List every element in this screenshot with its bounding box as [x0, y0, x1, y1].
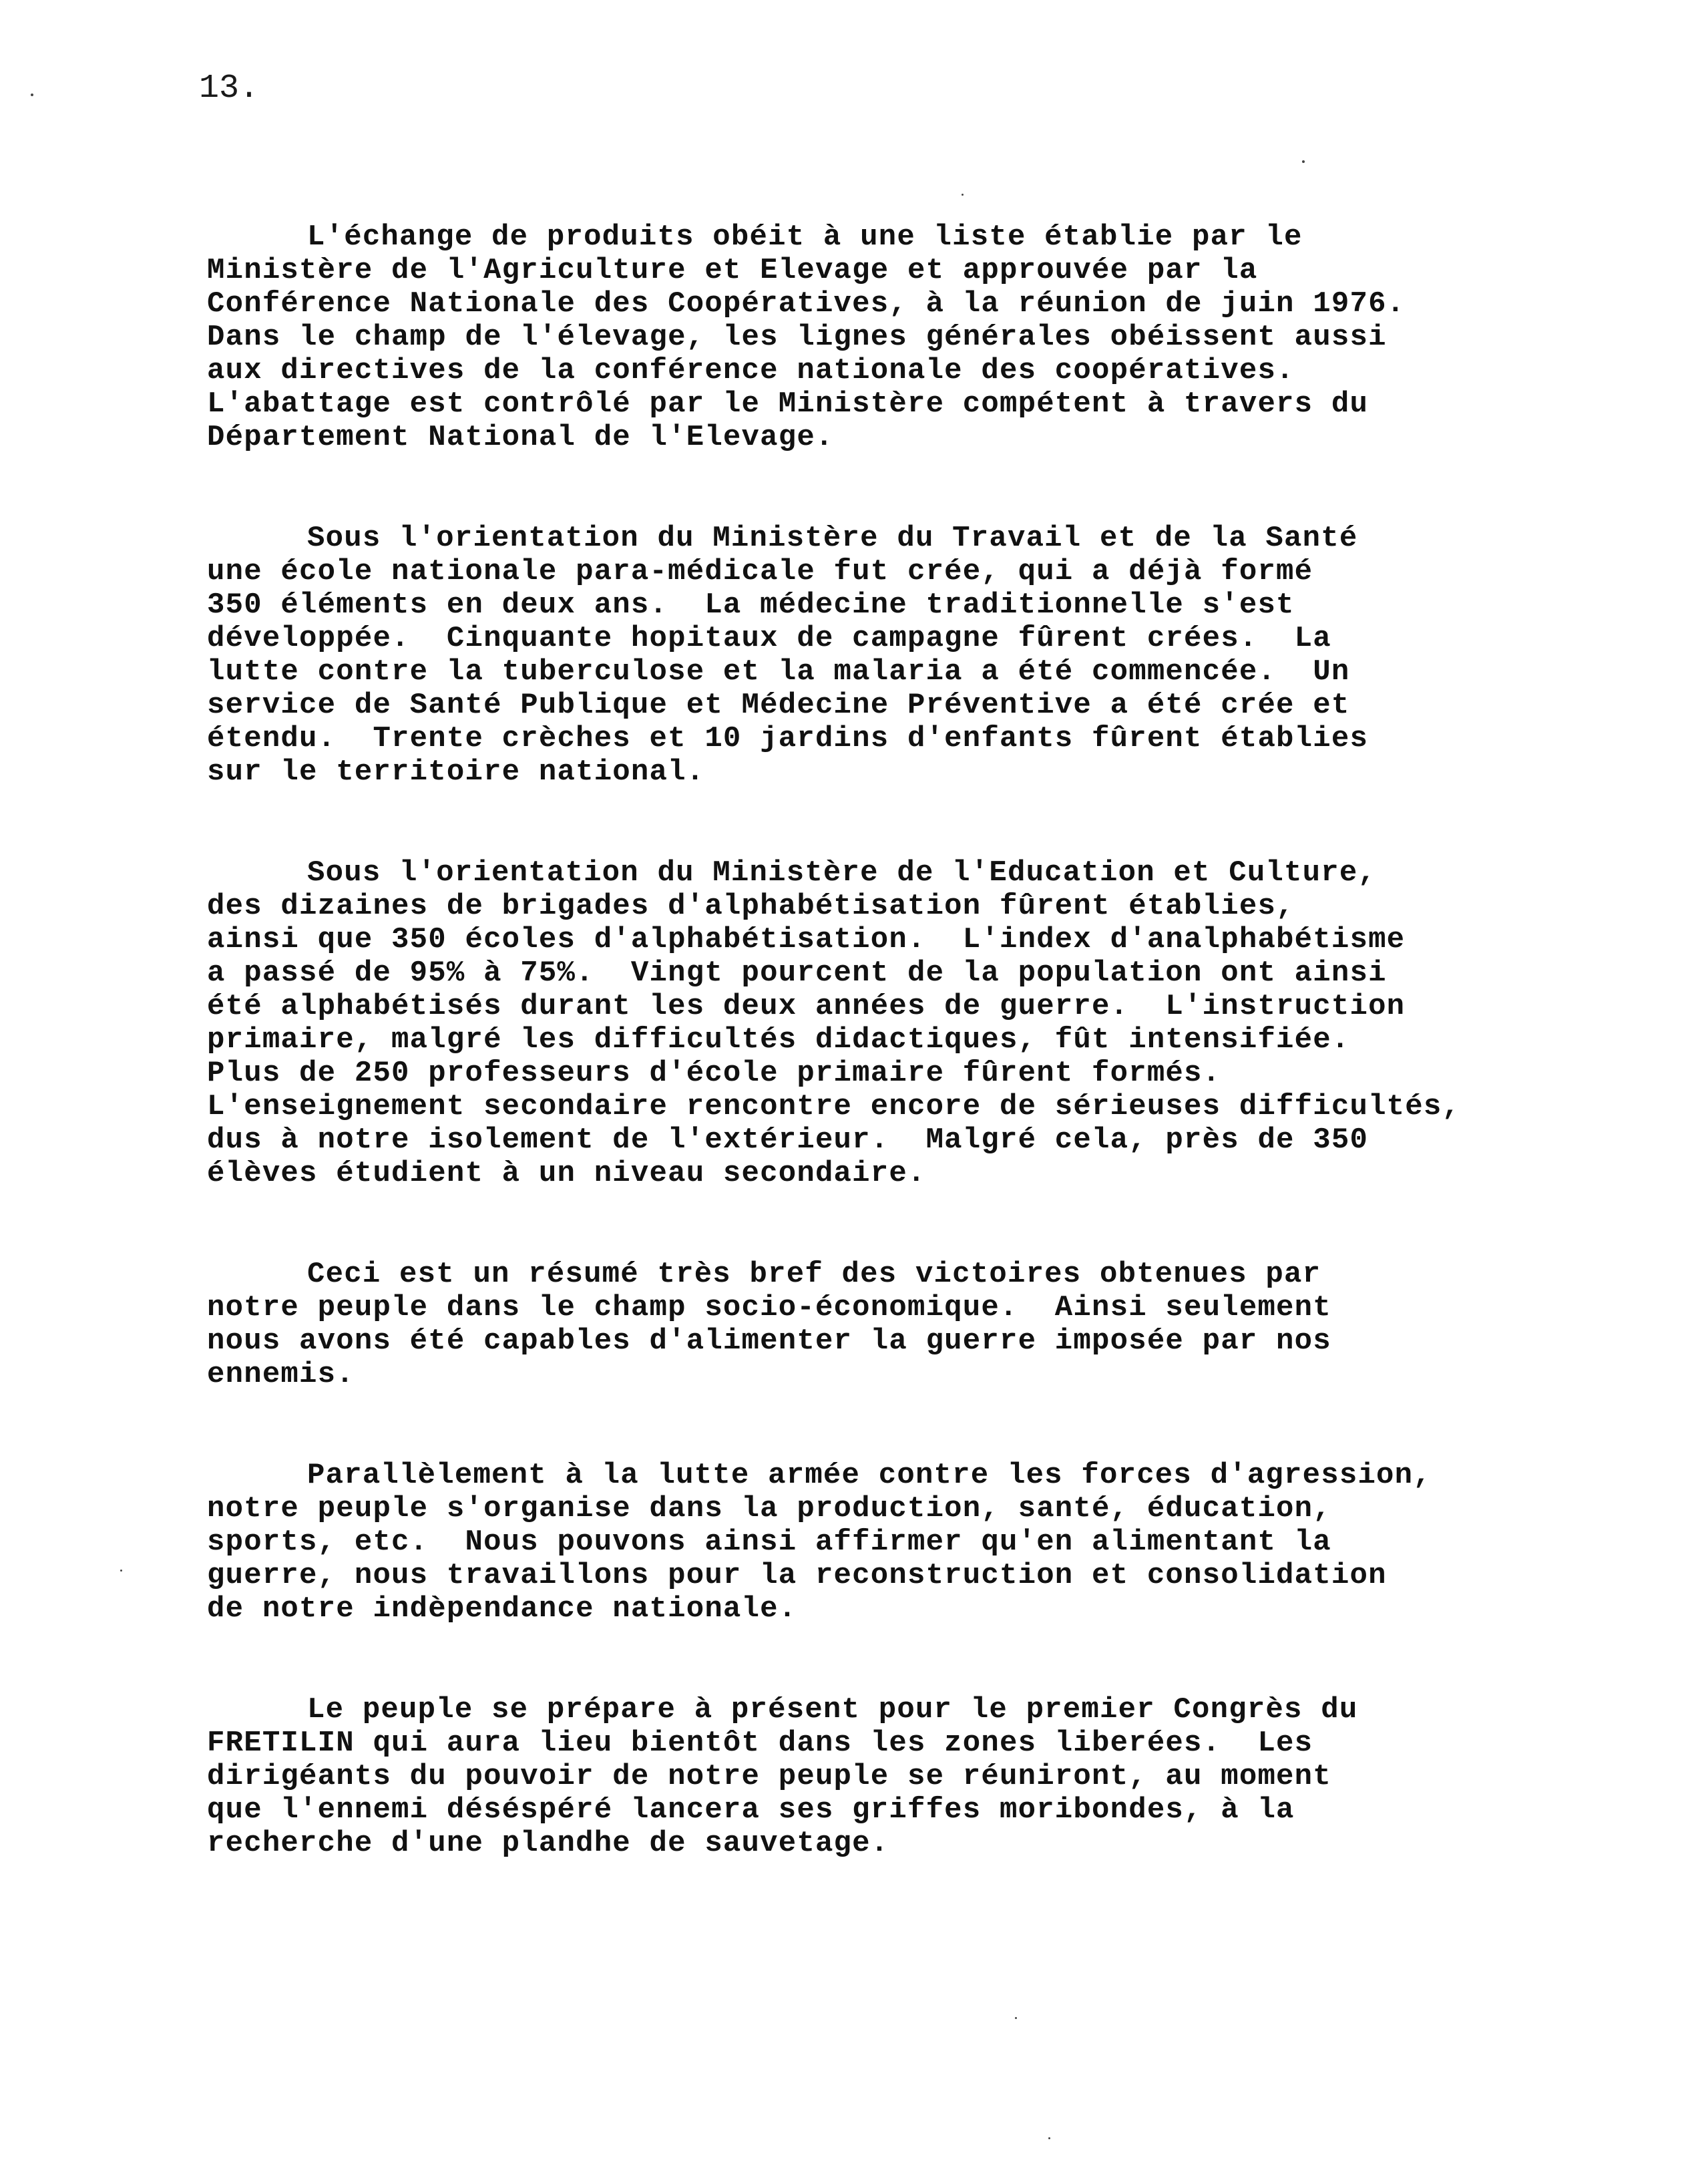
text-line: que l'ennemi déséspéré lancera ses griffes moribondes, à la — [207, 1793, 1295, 1827]
text-line: Sous l'orientation du Ministère du Travail et de la Santé — [307, 522, 1358, 555]
text-line: ennemis. — [207, 1358, 355, 1391]
text-line: Ministère de l'Agriculture et Elevage et approuvée par la — [207, 254, 1258, 287]
page-number: 13. — [199, 69, 260, 108]
text-line: Parallèlement à la lutte armée contre les forces d'agression, — [307, 1459, 1432, 1492]
scan-speck — [1048, 2137, 1050, 2139]
text-line: élèves étudient à un niveau secondaire. — [207, 1157, 926, 1190]
text-line: Dans le champ de l'élevage, les lignes générales obéissent aussi — [207, 321, 1387, 354]
scan-speck — [1015, 2017, 1017, 2019]
text-line: a passé de 95% à 75%. Vingt pourcent de la population ont ainsi — [207, 956, 1387, 990]
scan-speck — [31, 94, 33, 96]
text-line: guerre, nous travaillons pour la reconstruction et consolidation — [207, 1559, 1387, 1592]
text-line: FRETILIN qui aura lieu bientôt dans les zones liberées. Les — [207, 1726, 1313, 1760]
text-line: développée. Cinquante hopitaux de campagne fûrent crées. La — [207, 622, 1331, 655]
text-line: L'enseignement secondaire rencontre encore de sérieuses difficultés, — [207, 1090, 1461, 1123]
text-line: étendu. Trente crèches et 10 jardins d'enfants fûrent établies — [207, 722, 1369, 755]
text-line: nous avons été capables d'alimenter la guerre imposée par nos — [207, 1324, 1331, 1358]
scan-speck — [962, 194, 964, 196]
text-line: L'échange de produits obéit à une liste établie par le — [307, 220, 1303, 254]
paragraph-congress — [207, 1693, 1603, 1860]
text-line: dirigéants du pouvoir de notre peuple se réuniront, au moment — [207, 1760, 1331, 1793]
text-line: sur le territoire national. — [207, 755, 705, 789]
text-line: Conférence Nationale des Coopératives, à la réunion de juin 1976. — [207, 287, 1406, 321]
text-line: une école nationale para-médicale fut crée, qui a déjà formé — [207, 555, 1313, 588]
text-line: L'abattage est contrôlé par le Ministère compétent à travers du — [207, 387, 1369, 421]
text-line: Plus de 250 professeurs d'école primaire fûrent formés. — [207, 1057, 1221, 1090]
text-line: lutte contre la tuberculose et la malaria a été commencée. Un — [207, 655, 1350, 689]
text-line: service de Santé Publique et Médecine Préventive a été crée et — [207, 689, 1350, 722]
scan-speck — [120, 1570, 122, 1572]
text-line: notre peuple s'organise dans la production, santé, éducation, — [207, 1492, 1331, 1525]
text-line: primaire, malgré les difficultés didactiques, fût intensifiée. — [207, 1023, 1350, 1057]
text-line: notre peuple dans le champ socio-économique. Ainsi seulement — [207, 1291, 1331, 1324]
text-line: Sous l'orientation du Ministère de l'Education et Culture, — [307, 856, 1377, 890]
text-line: Ceci est un résumé très bref des victoires obtenues par — [307, 1258, 1321, 1291]
paragraph-exchange-of-products — [207, 220, 1603, 454]
text-line: des dizaines de brigades d'alphabétisation fûrent établies, — [207, 890, 1295, 923]
text-line: ainsi que 350 écoles d'alphabétisation. L'index d'analphabétisme — [207, 923, 1406, 956]
text-line: dus à notre isolement de l'extérieur. Malgré cela, près de 350 — [207, 1123, 1369, 1157]
paragraph-education — [207, 856, 1603, 1190]
text-line: 350 éléments en deux ans. La médecine traditionnelle s'est — [207, 588, 1295, 622]
text-line: Département National de l'Elevage. — [207, 421, 834, 454]
scan-speck — [1302, 160, 1305, 163]
text-line: aux directives de la conférence nationale des coopératives. — [207, 354, 1295, 387]
paragraph-summary — [207, 1258, 1603, 1391]
text-line: été alphabétisés durant les deux années de guerre. L'instruction — [207, 990, 1406, 1023]
paragraph-health — [207, 522, 1603, 789]
text-line: sports, etc. Nous pouvons ainsi affirmer qu'en alimentant la — [207, 1525, 1331, 1559]
paragraph-armed-struggle — [207, 1459, 1603, 1626]
text-line: de notre indèpendance nationale. — [207, 1592, 797, 1626]
body-text — [207, 220, 1603, 1928]
text-line: Le peuple se prépare à présent pour le premier Congrès du — [307, 1693, 1358, 1726]
text-line: recherche d'une plandhe de sauvetage. — [207, 1827, 889, 1860]
